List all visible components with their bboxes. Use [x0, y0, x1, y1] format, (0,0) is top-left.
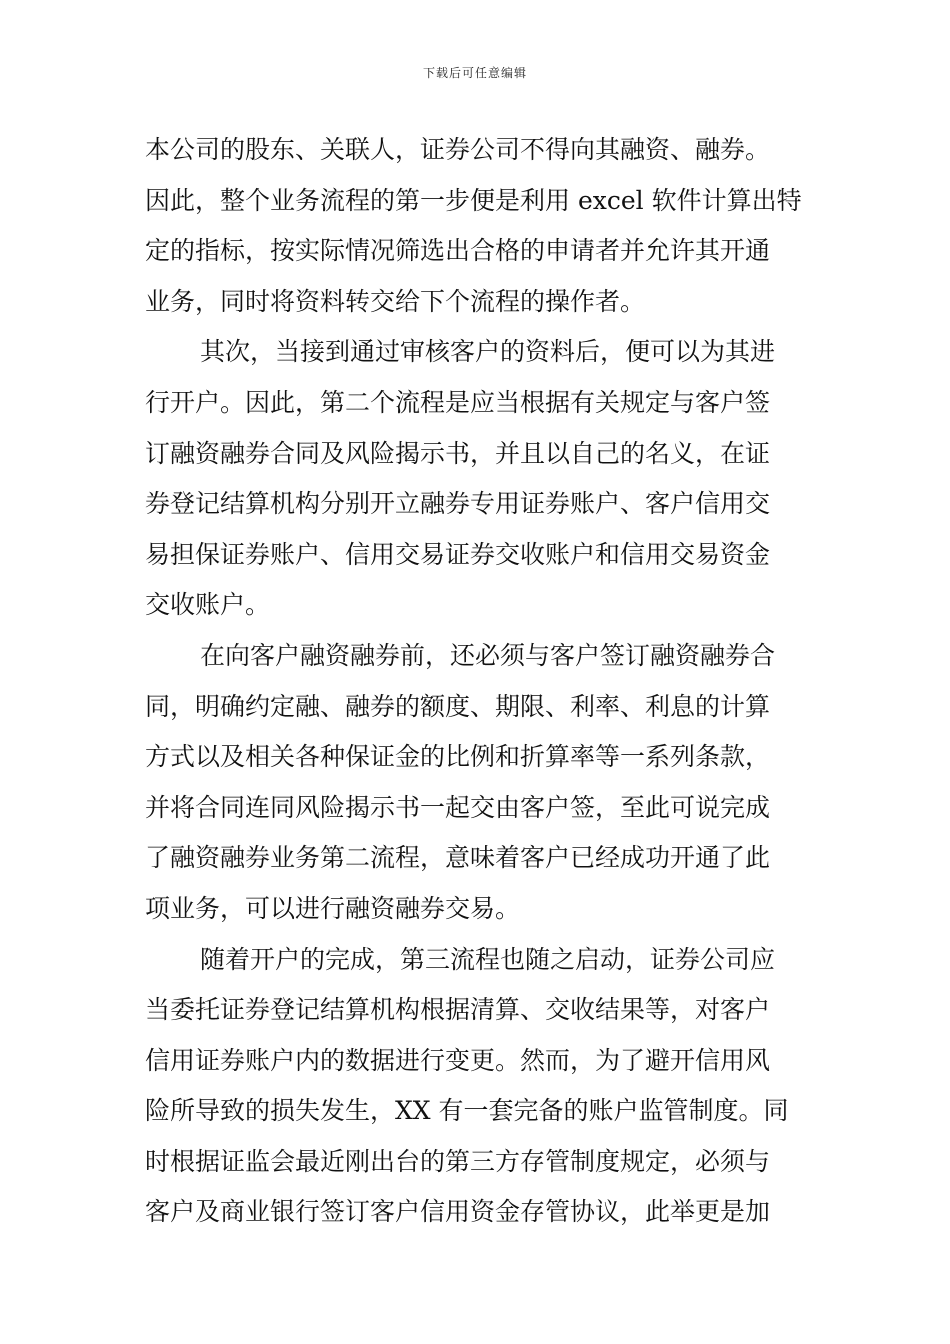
text-line: 本公司的股东、关联人，证券公司不得向其融资、融券。 — [145, 135, 771, 164]
text-line: 客户及商业银行签订客户信用资金存管协议，此举更是加 — [145, 1197, 771, 1227]
text-line: 当委托证券登记结算机构根据清算、交收结果等，对客户 — [145, 995, 771, 1025]
text-line: 险所导致的损失发生，XX 有一套完备的账户监管制度。同 — [145, 1096, 789, 1126]
text-line: 易担保证券账户、信用交易证券交收账户和信用交易资金 — [145, 539, 771, 569]
text-line-first: 随着开户的完成，第三流程也随之启动，证券公司应 — [200, 944, 776, 974]
text-line: 业务，同时将资料转交给下个流程的操作者。 — [145, 286, 646, 316]
paragraph-2 — [145, 327, 807, 631]
text-line: 行开户。因此，第二个流程是应当根据有关规定与客户签 — [145, 387, 771, 417]
text-line: 了融资融券业务第二流程，意味着客户已经成功开通了此 — [145, 843, 771, 873]
text-line: 时根据证监会最近刚出台的第三方存管制度规定，必须与 — [145, 1146, 771, 1176]
text-line: 定的指标，按实际情况筛选出合格的申请者并允许其开通 — [145, 236, 771, 266]
document-body — [145, 125, 807, 1238]
page-header: 下载后可任意编辑 — [422, 66, 527, 80]
text-line: 信用证券账户内的数据进行变更。然而，为了避开信用风 — [145, 1045, 771, 1075]
paragraph-4 — [145, 935, 807, 1239]
text-line: 并将合同连同风险揭示书一起交由客户签，至此可说完成 — [145, 792, 771, 822]
text-line: 券登记结算机构分别开立融券专用证券账户、客户信用交 — [145, 489, 771, 519]
text-line: 项业务，可以进行融资融券交易。 — [145, 893, 521, 923]
paragraph-1 — [145, 125, 807, 327]
text-line: 同，明确约定融、融券的额度、期限、利率、利息的计算 — [145, 691, 771, 721]
text-line-first: 其次，当接到通过审核客户的资料后，便可以为其进 — [200, 337, 776, 367]
text-line: 因此，整个业务流程的第一步便是利用 excel 软件计算出特 — [145, 185, 802, 215]
text-line-first: 在向客户融资融券前，还必须与客户签订融资融券合 — [200, 640, 776, 670]
paragraph-3 — [145, 631, 807, 935]
text-line: 方式以及相关各种保证金的比例和折算率等一系列条款， — [145, 742, 771, 772]
text-line: 交收账户。 — [145, 590, 271, 620]
text-line: 订融资融券合同及风险揭示书，并且以自己的名义，在证 — [145, 438, 771, 468]
